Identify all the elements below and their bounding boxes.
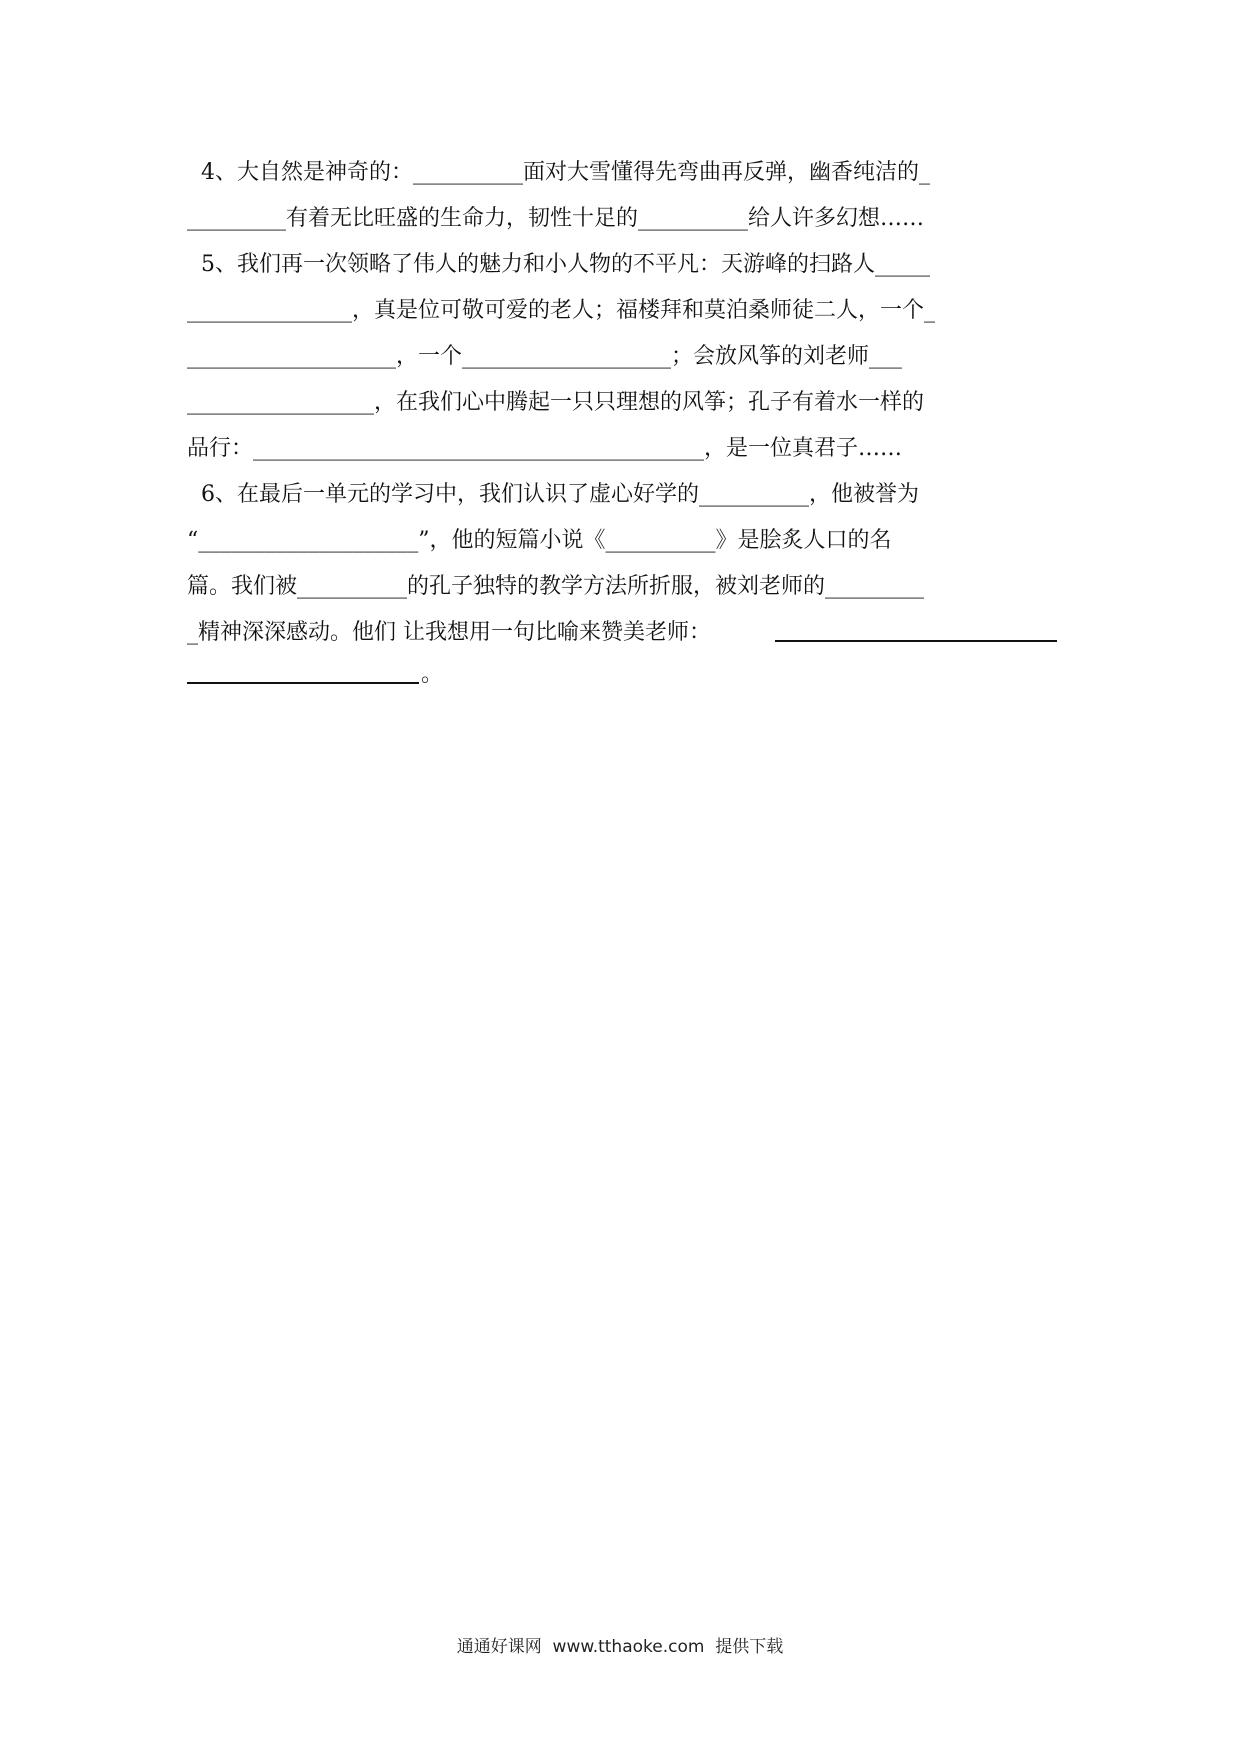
question-5-line-4: _________________，在我们心中腾起一只只理想的风筝；孔子有着水一样的 [187,390,925,415]
question-5-line-5: 品行：_________________________________________，是一位真君子…… [187,436,903,461]
question-4-line-1: 4、大自然是神奇的：__________面对大雪懂得先弯曲再反弹，幽香纯洁的_ [187,160,930,185]
question-6-line-1: 6、在最后一单元的学习中，我们认识了虚心好学的__________，他被誉为 [187,482,919,507]
question-6-line-5: 。 [421,662,444,687]
footer-credit: 通通好课网 www.tthaoke.com 提供下载 [456,1637,784,1657]
question-6-line-4: _精神深深感动。他们 让我想用一句比喻来赞美老师： [187,620,711,645]
question-5-line-1: 5、我们再一次领略了伟人的魅力和小人物的不平凡：天游峰的扫路人_____ [187,252,930,277]
answer-blank-rule-1 [775,640,1057,642]
question-4-line-2: _________有着无比旺盛的生命力，韧性十足的__________给人许多幻想…… [187,206,925,231]
question-5-line-2: _______________，真是位可敬可爱的老人；福楼拜和莫泊桑师徒二人，一个_ [187,298,936,323]
question-6-line-3: 篇。我们被__________的孔子独特的教学方法所折服，被刘老师的_________ [187,574,925,599]
question-5-line-3: ___________________，一个___________________；会放风筝的刘老师___ [187,344,903,369]
answer-blank-rule-2 [187,682,419,684]
question-6-line-2: “____________________”，他的短篇小说《__________》是脍炙人口的名 [187,528,892,553]
